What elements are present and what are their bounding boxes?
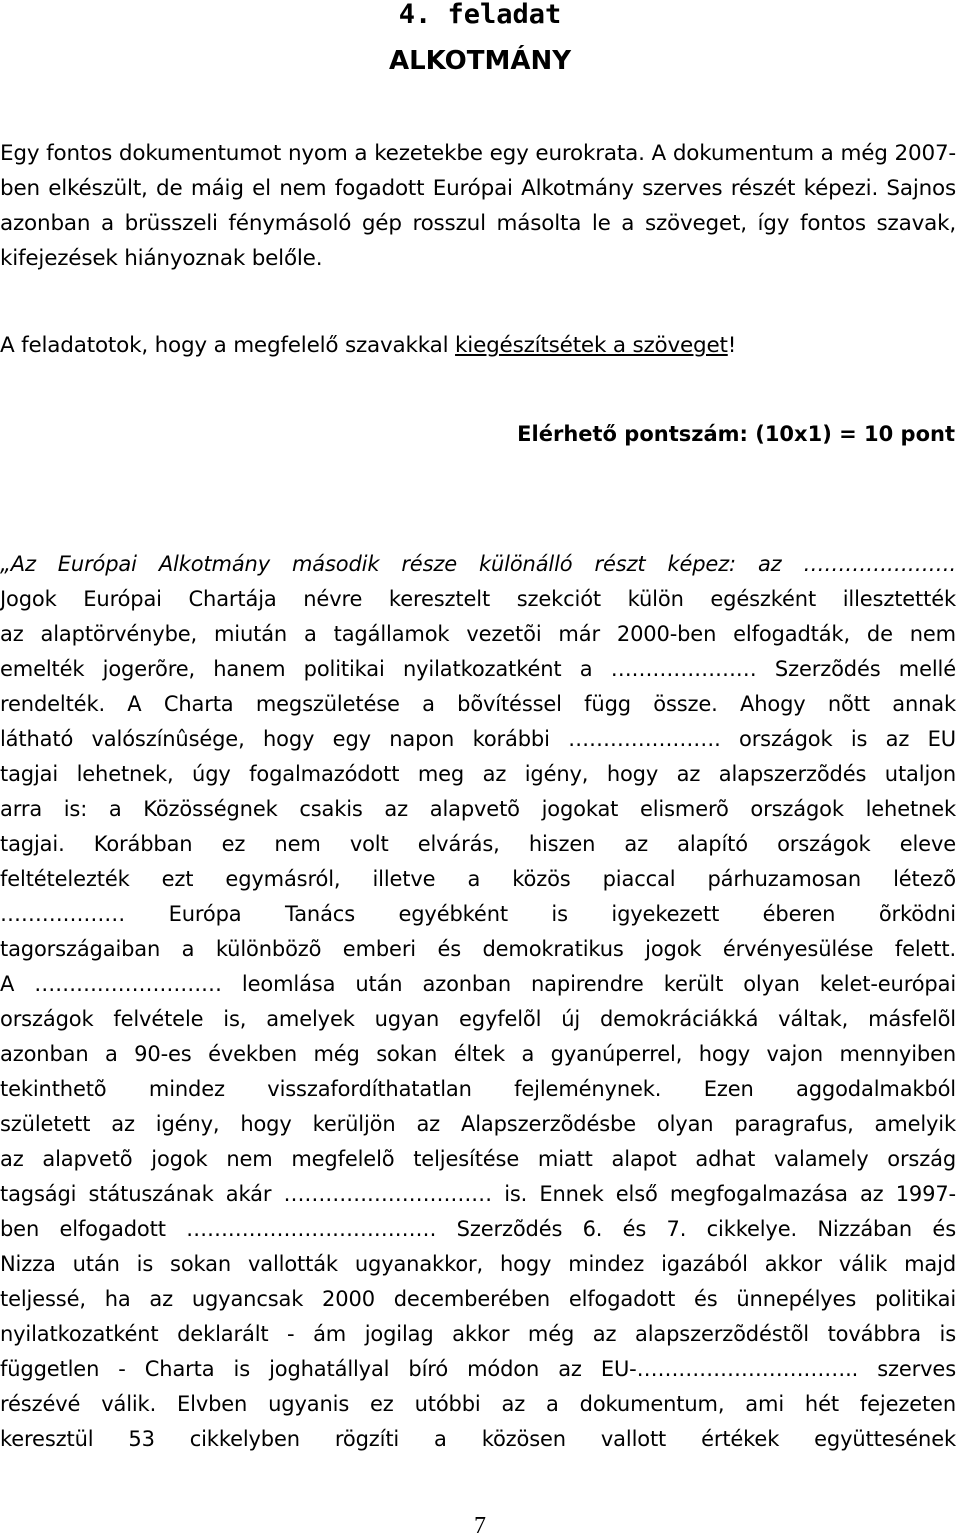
- text-line: látható valószínûsége, hogy egy napon korábbi …………………. országok is az EU: [0, 727, 956, 751]
- text-line: ……………… Európa Tanács egyébként is igyekezett éberen õrködni: [0, 902, 956, 926]
- task-instruction: [0, 330, 956, 362]
- text-line: született az igény, hogy kerüljön az Alapszerzõdésbe olyan paragrafus, amelyik: [0, 1112, 956, 1136]
- text-line: nyilatkozatként deklarált - ám jogilag akkor még az alapszerzõdéstõl továbbra is: [0, 1322, 956, 1346]
- text-line: tagsági státuszának akár ………………………… is. Ennek első megfogalmazása az 1997-: [0, 1182, 956, 1206]
- text-line: arra is: a Közösségnek csakis az alapvetõ jogokat elismerõ országok lehetnek: [0, 797, 956, 821]
- text-line: tagjai. Korábban ez nem volt elvárás, hiszen az alapító országok eleve: [0, 832, 956, 856]
- text-line: emelték jogerõre, hanem politikai nyilatkozatként a ………………… Szerzõdés mellé: [0, 657, 956, 681]
- achievable-points: Elérhető pontszám: (10x1) = 10 pont: [517, 422, 955, 446]
- text-line: feltételezték ezt egymásról, illetve a közös piaccal párhuzamosan létezõ: [0, 867, 956, 891]
- text-line: tagországaiban a különbözõ emberi és demokratikus jogok érvényesülése felett.: [0, 937, 956, 961]
- document-title: ALKOTMÁNY: [388, 46, 572, 76]
- text-line: A ……………………… leomlása után azonban napirendre került olyan kelet-európai: [0, 972, 956, 996]
- page-number: 7: [474, 1513, 486, 1539]
- text-line: azonban a 90-es években még sokan éltek a gyanúperrel, hogy vajon mennyiben: [0, 1042, 956, 1066]
- text-line: ben elfogadott ……………………………… Szerzõdés 6. és 7. cikkelye. Nizzában és: [0, 1217, 956, 1241]
- text-line: országok felvétele is, amelyek ugyan egyfelõl új demokráciákká váltak, másfelõl: [0, 1007, 956, 1031]
- intro-paragraph: Egy fontos dokumentumot nyom a kezetekbe egy eurokrata. A dokumentum a még 2007-ben elkészült, de máig el nem fogadott Európai Alkotmány szerves részét képezi. Sajnos azonban a brüsszeli fénymásoló gép rosszul másolta le a szöveget, így fontos szavak, kifejezések hiányoznak belőle.: [0, 141, 956, 271]
- text-line: az alapvetõ jogok nem megfelelõ teljesítése miatt alapot adhat valamely ország: [0, 1147, 956, 1171]
- text-line: keresztül 53 cikkelyben rögzíti a közösen vallott értékek együttesének: [0, 1427, 956, 1451]
- task-instruction-suffix: !: [727, 333, 737, 358]
- text-line: tagjai lehetnek, úgy fogalmazódott meg az igény, hogy az alapszerzõdés utaljon: [0, 762, 956, 786]
- text-line: független - Charta is joghatállyal bíró módon az EU-………………………….. szerves: [0, 1357, 956, 1381]
- task-number-heading: 4. feladat: [398, 0, 562, 30]
- task-instruction-underlined: kiegészítsétek a szöveget: [455, 333, 728, 358]
- text-line: rendelték. A Charta megszületése a bõvítéssel függ össze. Ahogy nõtt annak: [0, 692, 956, 716]
- text-line: az alaptörvénybe, miután a tagállamok vezetõi már 2000-ben elfogadták, de nem: [0, 622, 956, 646]
- constitution-text-body: [0, 547, 956, 1457]
- text-line: részévé válik. Elvben ugyanis ez utóbbi az a dokumentum, ami hét fejezeten: [0, 1392, 956, 1416]
- text-line: Jogok Európai Chartája névre keresztelt szekciót külön egészként illesztették: [0, 587, 956, 611]
- text-line: tekinthetõ mindez visszafordíthatatlan fejleménynek. Ezen aggodalmakból: [0, 1077, 956, 1101]
- text-line: teljessé, ha az ugyancsak 2000 decemberében elfogadott és ünnepélyes politikai: [0, 1287, 956, 1311]
- text-line: „Az Európai Alkotmány második része különálló részt képez: az ………………….: [0, 552, 956, 576]
- text-line: Nizza után is sokan vallották ugyanakkor, hogy mindez igazából akkor válik majd: [0, 1252, 956, 1276]
- task-instruction-prefix: A feladatotok, hogy a megfelelő szavakkal: [0, 333, 456, 358]
